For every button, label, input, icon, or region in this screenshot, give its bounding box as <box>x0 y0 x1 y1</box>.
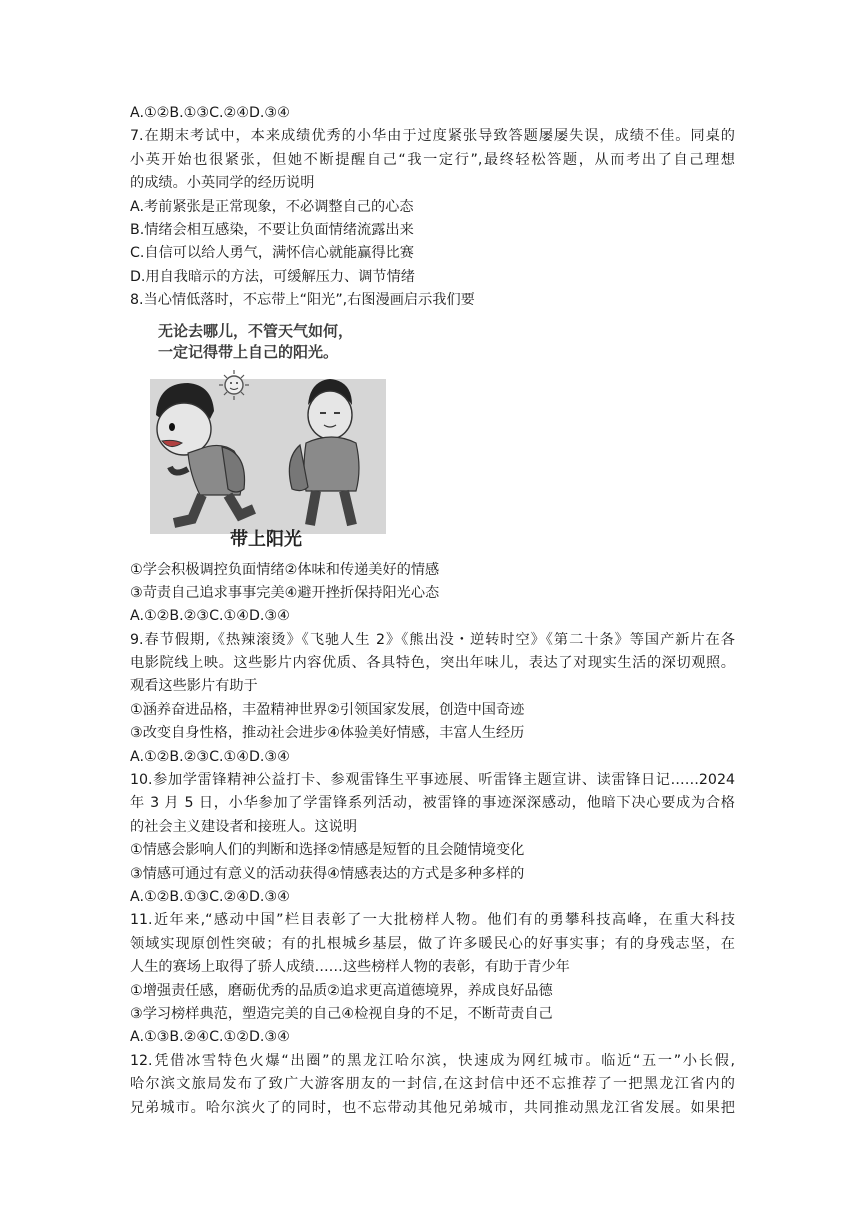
question-9-stem: 电影院线上映。这些影片内容优质、各具特色，突出年味儿，表达了对现实生活的深切观照。 <box>130 655 735 672</box>
question-10-stem: 的社会主义建设者和接班人。这说明 <box>130 818 358 835</box>
cartoon-caption-line-2: 一定记得带上自己的阳光。 <box>158 342 339 361</box>
text-block-top <box>130 102 735 313</box>
question-11-statements: ③学习榜样典范，塑造完美的自己④检视自身的不足，不断苛责自己 <box>130 1005 553 1022</box>
question-9-stem: 9.春节假期,《热辣滚烫》《飞驰人生 2》《熊出没・逆转时空》《第二十条》等国产新片在各 <box>130 631 735 648</box>
answer-options-q11: A.①③B.②④C.①②D.③④ <box>130 1029 290 1046</box>
question-7-option-a: A.考前紧张是正常现象，不必调整自己的心态 <box>130 198 414 215</box>
question-9-statements: ①涵养奋进品格，丰盈精神世界②引领国家发展，创造中国奇迹 <box>130 701 525 718</box>
question-7-stem: 的成绩。小英同学的经历说明 <box>130 175 315 192</box>
question-7-stem: 小英开始也很紧张，但她不断提醒自己“我一定行”,最终轻松答题，从而考出了自己理想 <box>130 151 735 168</box>
question-10-statements: ③情感可通过有意义的活动获得④情感表达的方式是多种多样的 <box>130 865 525 882</box>
question-7-option-b: B.情绪会相互感染，不要让负面情绪流露出来 <box>130 221 414 238</box>
sun-icon <box>219 370 249 400</box>
cartoon-title: 带上阳光 <box>230 528 302 550</box>
question-10-stem: 10.参加学雷锋精神公益打卡、参观雷锋生平事迹展、听雷锋主题宣讲、读雷锋日记……2024 <box>130 772 735 789</box>
question-9-stem: 观看这些影片有助于 <box>130 678 258 695</box>
running-boy-left <box>156 383 254 523</box>
answer-options-q8: A.①②B.②③C.①④D.③④ <box>130 608 290 625</box>
question-12-stem: 12.凭借冰雪特色火爆“出圈”的黑龙江哈尔滨，快速成为网红城市。临近“五一”小长假, <box>130 1052 735 1069</box>
cartoon-illustration <box>130 319 384 554</box>
question-7-stem: 7.在期末考试中，本来成绩优秀的小华由于过度紧张导致答题屡屡失误，成绩不佳。同桌的 <box>130 128 735 145</box>
question-11-stem: 人生的赛场上取得了骄人成绩……这些榜样人物的表彰，有助于青少年 <box>130 959 570 976</box>
question-7-option-d: D.用自我暗示的方法，可缓解压力、调节情绪 <box>130 268 415 285</box>
question-12-stem: 兄弟城市。哈尔滨火了的同时，也不忘带动其他兄弟城市，共同推动黑龙江省发展。如果把 <box>130 1099 735 1116</box>
cartoon-figure <box>130 319 384 554</box>
question-8-statements: ③苛责自己追求事事完美④避开挫折保持阳光心态 <box>130 584 440 601</box>
cartoon-caption-line-1: 无论去哪儿，不管天气如何， <box>158 321 354 340</box>
question-8-statements: ①学会积极调控负面情绪②体味和传递美好的情感 <box>130 561 440 578</box>
question-10-statements: ①情感会影响人们的判断和选择②情感是短暂的且会随情境变化 <box>130 842 525 859</box>
question-12-stem: 哈尔滨文旅局发布了致广大游客朋友的一封信,在这封信中还不忘推荐了一把黑龙江省内的 <box>130 1076 735 1093</box>
answer-options-q6: A.①②B.①③C.②④D.③④ <box>130 105 290 121</box>
question-8-stem: 8.当心情低落时，不忘带上“阳光”,右图漫画启示我们要 <box>130 292 475 309</box>
walking-boy-right <box>289 379 359 525</box>
exam-page <box>130 102 735 1120</box>
answer-options-q10: A.①②B.①③C.②④D.③④ <box>130 888 290 905</box>
question-10-stem: 年 3 月 5 日，小华参加了学雷锋系列活动，被雷锋的事迹深深感动，他暗下决心要成为合格 <box>130 795 735 812</box>
text-block-bottom <box>130 559 735 1120</box>
question-9-statements: ③改变自身性格，推动社会进步④体验美好情感，丰富人生经历 <box>130 725 525 742</box>
question-11-stem: 11.近年来,“感动中国”栏目表彰了一大批榜样人物。他们有的勇攀科技高峰，在重大科技 <box>130 912 735 929</box>
question-11-statements: ①增强责任感，磨砺优秀的品质②追求更高道德境界，养成良好品德 <box>130 982 553 999</box>
answer-options-q9: A.①②B.②③C.①④D.③④ <box>130 748 290 765</box>
question-11-stem: 领域实现原创性突破；有的扎根城乡基层，做了许多暖民心的好事实事；有的身残志坚，在 <box>130 935 735 952</box>
question-7-option-c: C.自信可以给人勇气，满怀信心就能赢得比赛 <box>130 245 414 262</box>
